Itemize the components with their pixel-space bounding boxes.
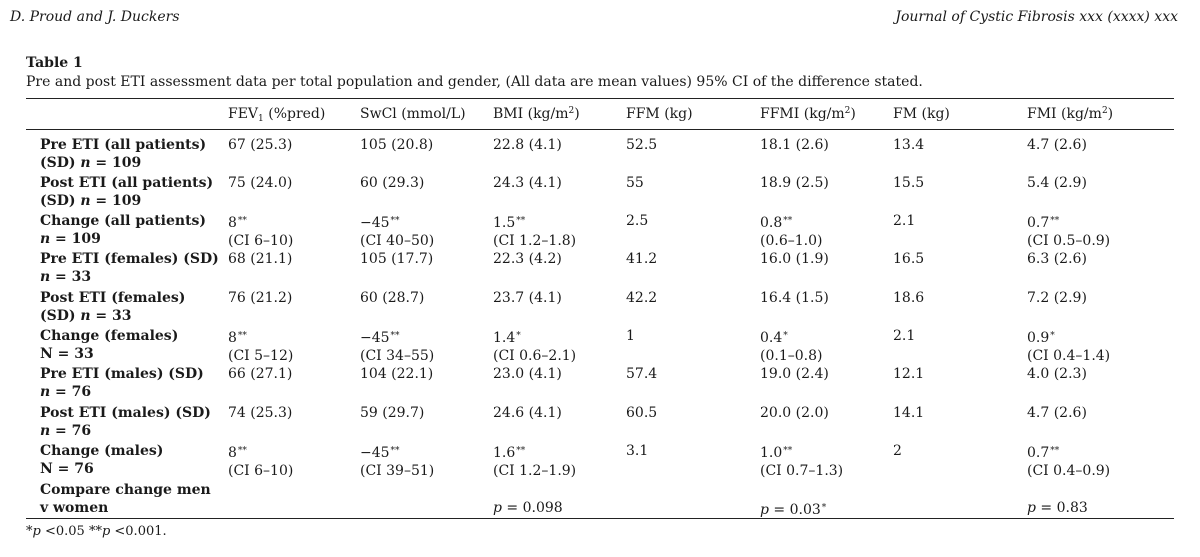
significance-marker: ** (516, 446, 526, 456)
cell-value: 1.0 (760, 445, 783, 461)
cell-value: 4.7 (2.6) (1027, 405, 1087, 421)
cell-value: 68 (21.1) (228, 251, 293, 267)
column-header-text: FEV (228, 106, 259, 122)
table-cell (893, 250, 924, 268)
significance-marker: * (1050, 331, 1055, 341)
row-label-line2: v women (40, 500, 109, 516)
row-label-n: n (40, 269, 51, 285)
cell-value: 0.8 (760, 215, 783, 231)
table-cell (626, 404, 657, 422)
cell-value: −45 (360, 215, 390, 231)
row-label (40, 327, 178, 363)
column-header (1027, 106, 1113, 122)
cell-value: 1.6 (493, 445, 516, 461)
table-cell (760, 442, 843, 480)
footnote-symbol-single: * (26, 524, 33, 539)
row-label-line1: Compare change men (40, 482, 211, 498)
table-footnote (26, 524, 167, 539)
p-value-cell (760, 499, 826, 519)
cell-value: 16.5 (893, 251, 925, 267)
column-header-text: FFMI (kg/m (760, 106, 845, 122)
row-label-line2: (SD) (40, 308, 81, 324)
table-cell (893, 136, 924, 154)
column-header-text: ) (1107, 106, 1114, 122)
column-header-text: (%pred) (263, 106, 326, 122)
table-cell (228, 442, 293, 480)
table-cell (493, 212, 576, 250)
cell-value: 0.4 (760, 330, 783, 346)
column-header (493, 106, 580, 122)
table-cell (493, 327, 576, 365)
table-cell (1027, 365, 1087, 383)
cell-value: 24.3 (4.1) (493, 175, 562, 191)
significance-marker: ** (1050, 216, 1060, 226)
cell-value: 59 (29.7) (360, 405, 425, 421)
confidence-interval: (CI 0.4–1.4) (1027, 348, 1111, 364)
confidence-interval: (CI 0.6–2.1) (493, 348, 577, 364)
significance-marker: ** (237, 446, 247, 456)
row-label-line1: Pre ETI (females) (SD) (40, 251, 219, 267)
row-label-line1: Pre ETI (all patients) (40, 137, 207, 153)
row-label (40, 481, 211, 517)
cell-value: 18.9 (2.5) (760, 175, 829, 191)
column-header (760, 106, 856, 122)
running-header-authors: D. Proud and J. Duckers (10, 9, 180, 25)
row-label-line2: = 76 (50, 423, 92, 439)
row-label (40, 174, 213, 210)
cell-value: 18.1 (2.6) (760, 137, 829, 153)
cell-value: 4.7 (2.6) (1027, 137, 1087, 153)
p-value: = 0.03 (773, 502, 821, 518)
row-label-n: n (80, 193, 91, 209)
table-cell (228, 174, 292, 192)
cell-value: 1.5 (493, 215, 516, 231)
table-cell (626, 136, 657, 154)
cell-value: 13.4 (893, 137, 925, 153)
column-header-text: SwCl (mmol/L) (360, 106, 466, 122)
table-cell (228, 136, 292, 154)
p-value-cell (493, 499, 563, 517)
column-header-text: FMI (kg/m (1027, 106, 1102, 122)
row-label (40, 136, 206, 172)
significance-marker: ** (390, 446, 400, 456)
column-header (626, 106, 693, 122)
cell-value: 0.7 (1027, 445, 1050, 461)
table-cell (626, 442, 648, 460)
table-top-rule (26, 98, 1174, 99)
footnote-symbol-double: ** (88, 524, 102, 539)
column-header-superscript: 2 (568, 106, 575, 116)
table-cell (228, 289, 292, 307)
cell-value: 16.0 (1.9) (760, 251, 829, 267)
table-cell (760, 289, 829, 307)
table-title: Table 1 (26, 55, 83, 71)
cell-value: 41.2 (626, 251, 658, 267)
cell-value: 22.3 (4.2) (493, 251, 562, 267)
table-cell (626, 289, 657, 307)
cell-value: 105 (20.8) (360, 137, 434, 153)
table-cell (493, 250, 562, 268)
confidence-interval: (CI 1.2–1.8) (493, 233, 577, 249)
table-cell (493, 404, 562, 422)
table-header-rule (26, 129, 1174, 130)
cell-value: 104 (22.1) (360, 366, 434, 382)
cell-value: 12.1 (893, 366, 925, 382)
significance-marker: ** (390, 216, 400, 226)
table-cell (760, 327, 822, 365)
p-symbol: p (760, 502, 769, 518)
row-label-n: n (80, 155, 91, 171)
cell-value: 60 (28.7) (360, 290, 425, 306)
cell-value: 3.1 (626, 443, 649, 459)
cell-value: 24.6 (4.1) (493, 405, 562, 421)
cell-value: 2 (893, 443, 902, 459)
row-label-n: n (40, 384, 51, 400)
cell-value: 2.5 (626, 213, 649, 229)
column-header-text: FFM (kg) (626, 106, 693, 122)
table-cell (360, 442, 434, 480)
row-label (40, 365, 204, 401)
footnote-threshold: <0.05 (40, 524, 89, 539)
table-cell (760, 212, 822, 250)
table-cell (1027, 289, 1087, 307)
column-header-text: ) (574, 106, 580, 122)
table-cell (626, 327, 635, 345)
cell-value: 55 (626, 175, 644, 191)
row-label-line2: (SD) (40, 155, 81, 171)
table-cell (1027, 212, 1110, 250)
table-cell (360, 327, 434, 365)
table-cell (360, 136, 433, 154)
significance-marker: ** (237, 216, 247, 226)
column-header-superscript: 2 (1101, 106, 1108, 116)
column-header (893, 106, 950, 122)
cell-value: 1.4 (493, 330, 516, 346)
significance-marker: ** (783, 446, 793, 456)
table-cell (228, 250, 292, 268)
table-cell (760, 174, 829, 192)
table-cell (360, 250, 433, 268)
cell-value: 8 (228, 445, 237, 461)
cell-value: −45 (360, 330, 390, 346)
table-cell (360, 289, 424, 307)
confidence-interval: (CI 6–10) (228, 463, 294, 479)
row-label (40, 289, 185, 325)
table-cell (360, 365, 433, 383)
table-cell (626, 174, 644, 192)
confidence-interval: (CI 39–51) (360, 463, 435, 479)
row-label-line1: Change (males) (40, 443, 164, 459)
row-label-n: n (80, 308, 91, 324)
confidence-interval: (CI 34–55) (360, 348, 435, 364)
row-label (40, 250, 219, 286)
significance-marker: ** (1050, 446, 1060, 456)
confidence-interval: (CI 0.7–1.3) (760, 463, 844, 479)
cell-value: 74 (25.3) (228, 405, 293, 421)
table-cell (228, 365, 292, 383)
row-label (40, 212, 206, 248)
row-label-line2: = 109 (50, 231, 101, 247)
running-header-journal: Journal of Cystic Fibrosis xxx (xxxx) xxx (895, 9, 1178, 25)
footnote-p: p (32, 524, 41, 539)
cell-value: 42.2 (626, 290, 658, 306)
table-cell (493, 174, 562, 192)
confidence-interval: (CI 1.2–1.9) (493, 463, 577, 479)
row-label-line1: Change (all patients) (40, 213, 207, 229)
row-label-line2: N = 76 (40, 461, 94, 477)
table-cell (493, 365, 562, 383)
cell-value: 16.4 (1.5) (760, 290, 829, 306)
cell-value: 5.4 (2.9) (1027, 175, 1087, 191)
cell-value: 57.4 (626, 366, 658, 382)
row-label-line1: Post ETI (males) (SD) (40, 405, 211, 421)
row-label-line2: = 109 (90, 155, 142, 171)
cell-value: 52.5 (626, 137, 658, 153)
table-cell (1027, 250, 1087, 268)
row-label-line2: (SD) (40, 193, 81, 209)
cell-value: 60 (29.3) (360, 175, 425, 191)
cell-value: 66 (27.1) (228, 366, 293, 382)
table-cell (360, 174, 424, 192)
row-label-n: n (40, 231, 51, 247)
footnote-threshold: <0.001. (110, 524, 167, 539)
cell-value: 6.3 (2.6) (1027, 251, 1087, 267)
cell-value: 23.7 (4.1) (493, 290, 562, 306)
cell-value: 8 (228, 330, 237, 346)
cell-value: −45 (360, 445, 390, 461)
cell-value: 2.1 (893, 213, 916, 229)
p-value: = 0.83 (1040, 500, 1088, 516)
cell-value: 60.5 (626, 405, 658, 421)
significance-marker: * (516, 331, 521, 341)
table-cell (228, 327, 293, 365)
column-header-text: ) (850, 106, 856, 122)
cell-value: 22.8 (4.1) (493, 137, 562, 153)
row-label-line1: Post ETI (females) (40, 290, 186, 306)
table-cell (893, 404, 924, 422)
cell-value: 23.0 (4.1) (493, 366, 562, 382)
cell-value: 105 (17.7) (360, 251, 434, 267)
table-cell (1027, 404, 1087, 422)
table-cell (893, 289, 924, 307)
cell-value: 19.0 (2.4) (760, 366, 829, 382)
table-caption: Pre and post ETI assessment data per total population and gender, (All data are mean values) 95% CI of the difference stated. (26, 74, 923, 90)
significance-marker: ** (516, 216, 526, 226)
table-cell (493, 442, 576, 480)
row-label-line2: N = 33 (40, 346, 94, 362)
row-label-line2: = 76 (50, 384, 92, 400)
column-header-text: FM (kg) (893, 106, 950, 122)
confidence-interval: (CI 6–10) (228, 233, 294, 249)
column-header-subscript: 1 (258, 114, 264, 124)
table-cell (1027, 174, 1087, 192)
row-label-line2: = 33 (90, 308, 132, 324)
table-cell (1027, 442, 1110, 480)
table-cell (626, 365, 657, 383)
table-cell (360, 212, 434, 250)
row-label (40, 442, 163, 478)
p-value: = 0.098 (506, 500, 563, 516)
table-cell (360, 404, 424, 422)
row-label (40, 404, 211, 440)
column-header-superscript: 2 (844, 106, 851, 116)
confidence-interval: (CI 0.5–0.9) (1027, 233, 1111, 249)
table-cell (893, 442, 902, 460)
table-cell (893, 327, 915, 345)
table-cell (493, 136, 562, 154)
table-cell (760, 365, 829, 383)
confidence-interval: (0.1–0.8) (760, 348, 823, 364)
column-header-text: BMI (kg/m (493, 106, 569, 122)
cell-value: 7.2 (2.9) (1027, 290, 1087, 306)
cell-value: 14.1 (893, 405, 925, 421)
table-cell (760, 404, 829, 422)
cell-value: 15.5 (893, 175, 925, 191)
table-cell (893, 212, 915, 230)
confidence-interval: (CI 0.4–0.9) (1027, 463, 1111, 479)
table-cell (626, 250, 657, 268)
row-label-line2: = 33 (50, 269, 92, 285)
cell-value: 18.6 (893, 290, 925, 306)
footnote-p: p (101, 524, 111, 539)
table-cell (1027, 327, 1110, 365)
significance-marker: ** (783, 216, 793, 226)
cell-value: 4.0 (2.3) (1027, 366, 1087, 382)
cell-value: 75 (24.0) (228, 175, 293, 191)
column-header (360, 106, 466, 122)
cell-value: 76 (21.2) (228, 290, 293, 306)
table-cell (493, 289, 562, 307)
confidence-interval: (0.6–1.0) (760, 233, 823, 249)
row-label-line1: Post ETI (all patients) (40, 175, 214, 191)
p-value-cell (1027, 499, 1088, 517)
significance-marker: * (783, 331, 788, 341)
row-label-n: n (40, 423, 51, 439)
table-cell (228, 404, 292, 422)
column-header (228, 106, 325, 124)
confidence-interval: (CI 5–12) (228, 348, 294, 364)
cell-value: 67 (25.3) (228, 137, 293, 153)
cell-value: 1 (626, 328, 635, 344)
cell-value: 8 (228, 215, 237, 231)
confidence-interval: (CI 40–50) (360, 233, 435, 249)
cell-value: 0.9 (1027, 330, 1050, 346)
table-cell (626, 212, 648, 230)
row-label-line1: Change (females) (40, 328, 179, 344)
table-cell (1027, 136, 1087, 154)
table-cell (228, 212, 293, 250)
cell-value: 20.0 (2.0) (760, 405, 829, 421)
table-cell (893, 365, 924, 383)
table-cell (760, 250, 829, 268)
row-label-line2: = 109 (90, 193, 142, 209)
table-cell (760, 136, 829, 154)
table-cell (893, 174, 924, 192)
cell-value: 2.1 (893, 328, 916, 344)
p-symbol: p (493, 500, 502, 516)
significance-marker: ** (237, 331, 247, 341)
significance-marker: * (821, 503, 827, 513)
significance-marker: ** (390, 331, 400, 341)
p-symbol: p (1027, 500, 1036, 516)
cell-value: 0.7 (1027, 215, 1050, 231)
table-bottom-rule (26, 518, 1174, 519)
row-label-line1: Pre ETI (males) (SD) (40, 366, 204, 382)
